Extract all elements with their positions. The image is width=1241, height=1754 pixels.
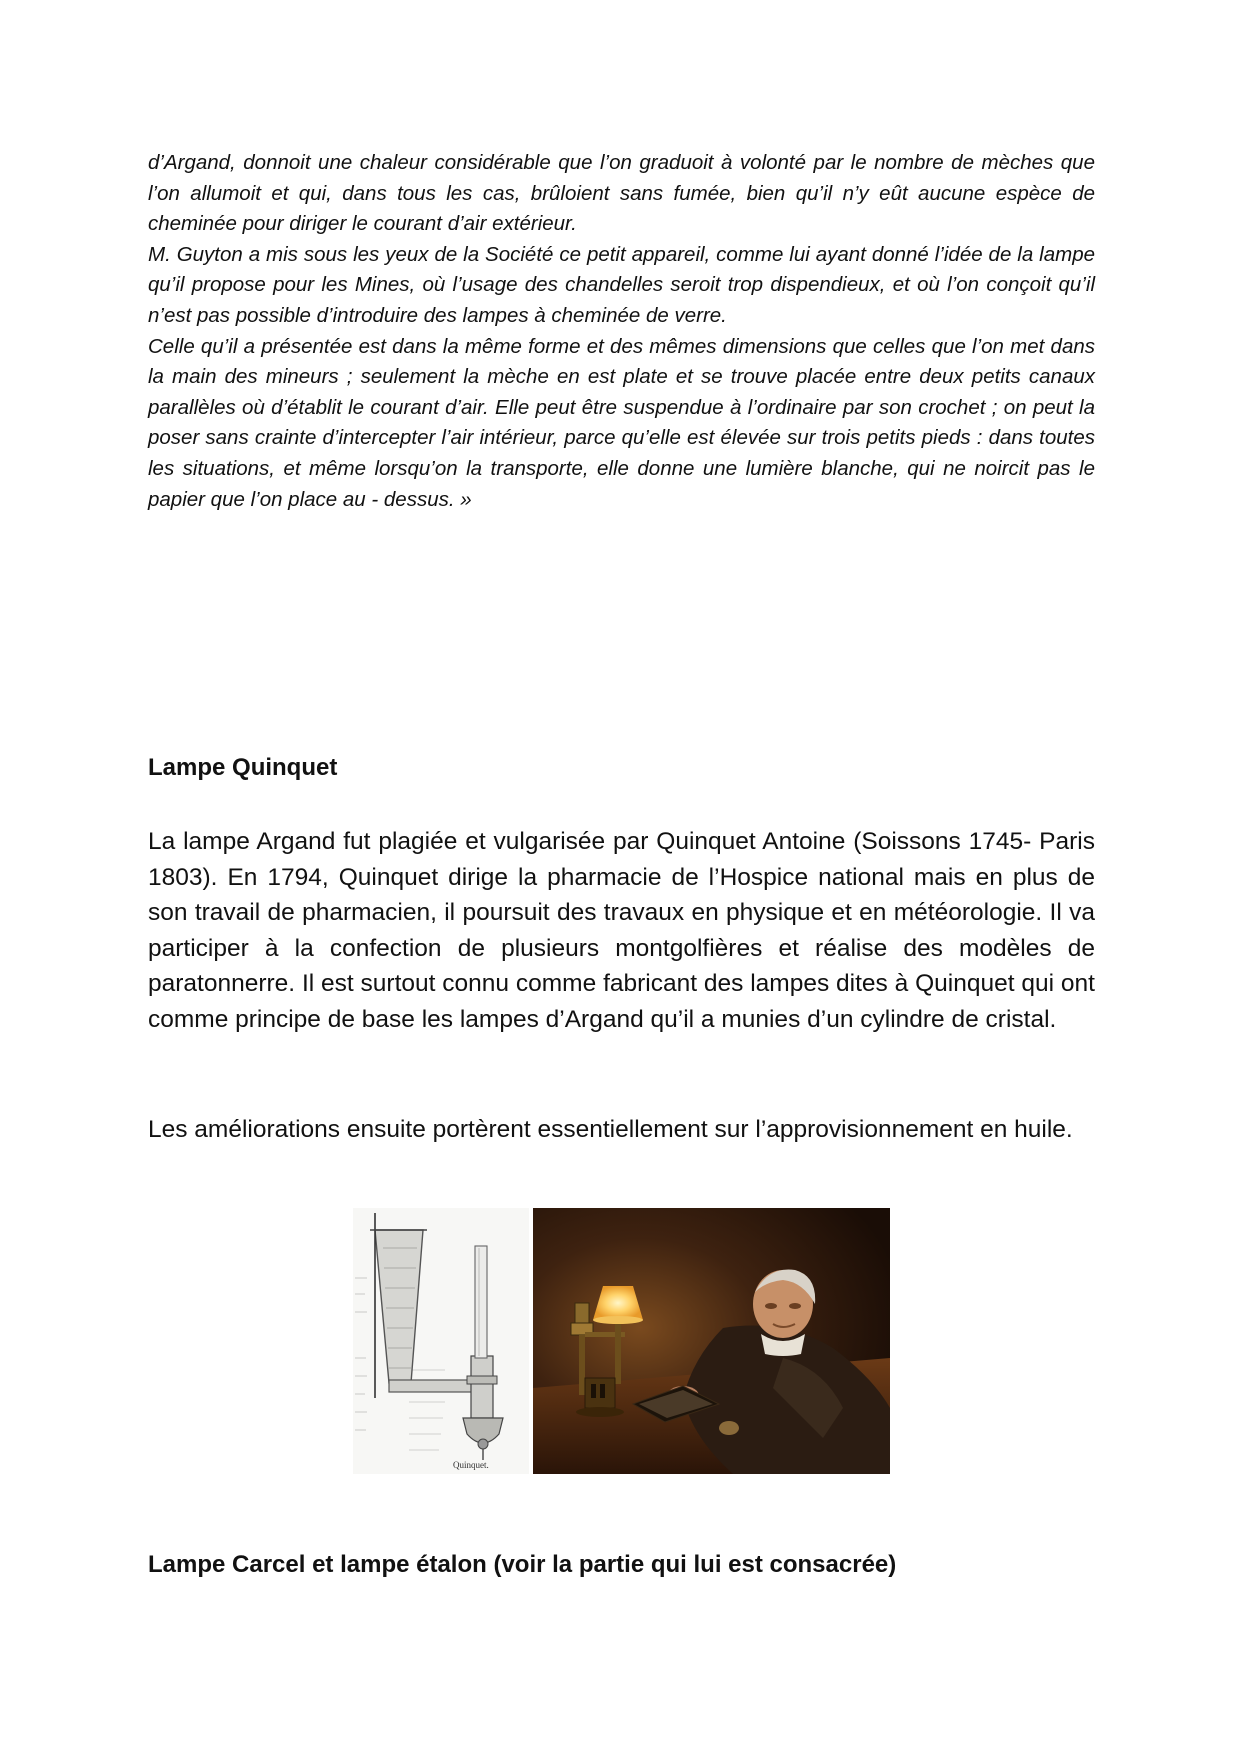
section-heading-quinquet: Lampe Quinquet (148, 754, 338, 781)
body-paragraph: La lampe Argand fut plagiée et vulgarisée par Quinquet Antoine (Soissons 1745- Paris 1803). En 1794, Quinquet dirige la pharmacie de l’Hospice national mais en plus de son travail de pharmacien, il poursuit des travaux en physique et en météorologie. Il va participer à la confection de plusieurs montgolfières et réalise des modèles de paratonnerre. Il est surtout connu comme fabricant des lampes dites à Quinquet qui ont comme principe de base les lampes d’Argand qu’il a munies d’un cylindre de cristal. (148, 828, 1095, 1033)
section-heading-carcel: Lampe Carcel et lampe étalon (voir la partie qui lui est consacrée) (148, 1551, 897, 1578)
engraving-illustration (353, 1208, 529, 1474)
painting-illustration (533, 1208, 890, 1474)
quote-paragraph: d’Argand, donnoit une chaleur considérable que l’on graduoit à volonté par le nombre de mèches que l’on allumoit et qui, dans tous les cas, brûloient sans fumée, bien qu’il n’y eût aucune espèce de cheminée pour diriger le courant d’air extérieur. (148, 151, 1095, 236)
quoted-passage (148, 148, 1095, 515)
lamp-reading-painting (533, 1208, 890, 1474)
engraving-caption: Quinquet. (453, 1460, 489, 1470)
quinquet-lamp-engraving (353, 1208, 529, 1474)
quote-paragraph: Celle qu’il a présentée est dans la même forme et des mêmes dimensions que celles que l’on met dans la main des mineurs ; seulement la mèche en est plate et se trouve placée entre deux petits canaux parallèles où d’établit le courant d’air. Elle peut être suspendue à l’ordinaire par son crochet ; on peut la poser sans crainte d’intercepter l’air intérieur, parce qu’elle est élevée sur trois petits pieds : dans toutes les situations, et même lorsqu’on la transporte, elle donne une lumière blanche, qui ne noircit pas le papier que l’on place au - dessus. » (148, 334, 1095, 511)
body-paragraph: Les améliorations ensuite portèrent essentiellement sur l’approvisionnement en huile. (148, 1116, 1073, 1143)
quote-paragraph: M. Guyton a mis sous les yeux de la Société ce petit appareil, comme lui ayant donné l’idée de la lampe qu’il propose pour les Mines, où l’usage des chandelles seroit trop dispendieux, et où l’on conçoit qu’il n’est pas possible d’introduire des lampes à cheminée de verre. (148, 242, 1095, 327)
